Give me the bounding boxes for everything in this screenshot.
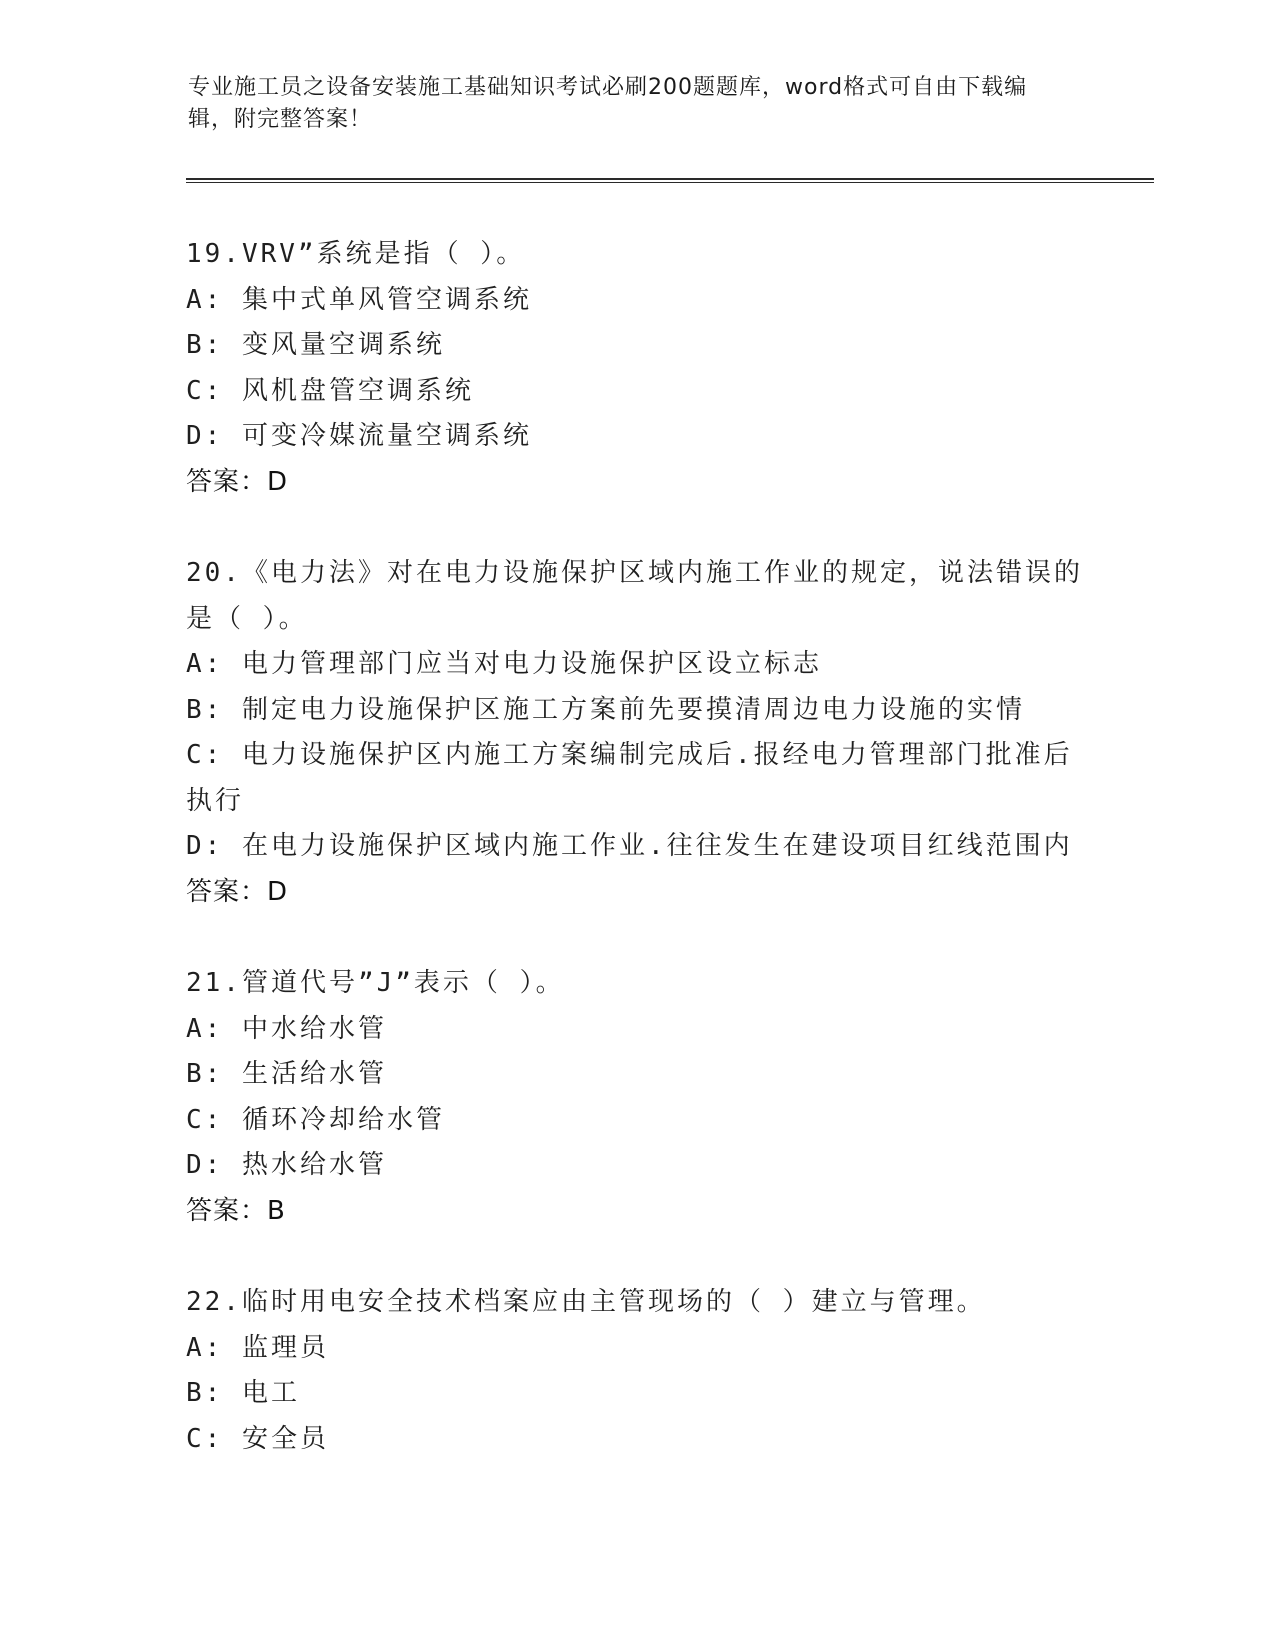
question-20 <box>186 551 1086 915</box>
question-22 <box>186 1280 1086 1462</box>
option-c: C: 安全员 <box>186 1423 329 1454</box>
option-b: B: 变风量空调系统 <box>186 330 445 360</box>
document-header <box>188 72 1068 136</box>
option-a: A: 监理员 <box>186 1332 329 1363</box>
answer-line: 答案：B <box>186 1195 286 1226</box>
question-19 <box>186 232 1086 505</box>
option-c: C: 风机盘管空调系统 <box>186 375 474 406</box>
option-d: D: 热水给水管 <box>186 1150 387 1180</box>
option-a: A: 电力管理部门应当对电力设施保护区设立标志 <box>186 649 822 679</box>
option-d: D: 可变冷媒流量空调系统 <box>186 421 532 451</box>
option-b: B: 生活给水管 <box>186 1059 387 1089</box>
question-list <box>186 232 1086 1508</box>
answer-line: 答案：D <box>186 466 289 497</box>
question-stem: 21.管道代号”J”表示（ ）。 <box>186 968 565 998</box>
option-c: C: 电力设施保护区内施工方案编制完成后.报经电力管理部门批准后执行 <box>186 740 1073 816</box>
option-b: B: 制定电力设施保护区施工方案前先要摸清周边电力设施的实情 <box>186 694 1025 725</box>
option-a: A: 中水给水管 <box>186 1013 387 1044</box>
header-divider <box>186 178 1154 183</box>
option-d: D: 在电力设施保护区域内施工作业.往往发生在建设项目红线范围内 <box>186 831 1073 861</box>
question-stem: 19.VRV”系统是指（ ）。 <box>186 239 526 269</box>
header-title: 专业施工员之设备安装施工基础知识考试必刷200题题库，word格式可自由下载编辑，附完整答案！ <box>188 75 1028 132</box>
option-b: B: 电工 <box>186 1378 300 1408</box>
answer-line: 答案：D <box>186 876 289 907</box>
question-stem: 20.《电力法》对在电力设施保护区域内施工作业的规定，说法错误的是（ ）。 <box>186 558 1083 634</box>
option-c: C: 循环冷却给水管 <box>186 1104 445 1135</box>
question-21 <box>186 961 1086 1234</box>
question-stem: 22.临时用电安全技术档案应由主管现场的（ ）建立与管理。 <box>186 1287 986 1317</box>
option-a: A: 集中式单风管空调系统 <box>186 284 532 315</box>
